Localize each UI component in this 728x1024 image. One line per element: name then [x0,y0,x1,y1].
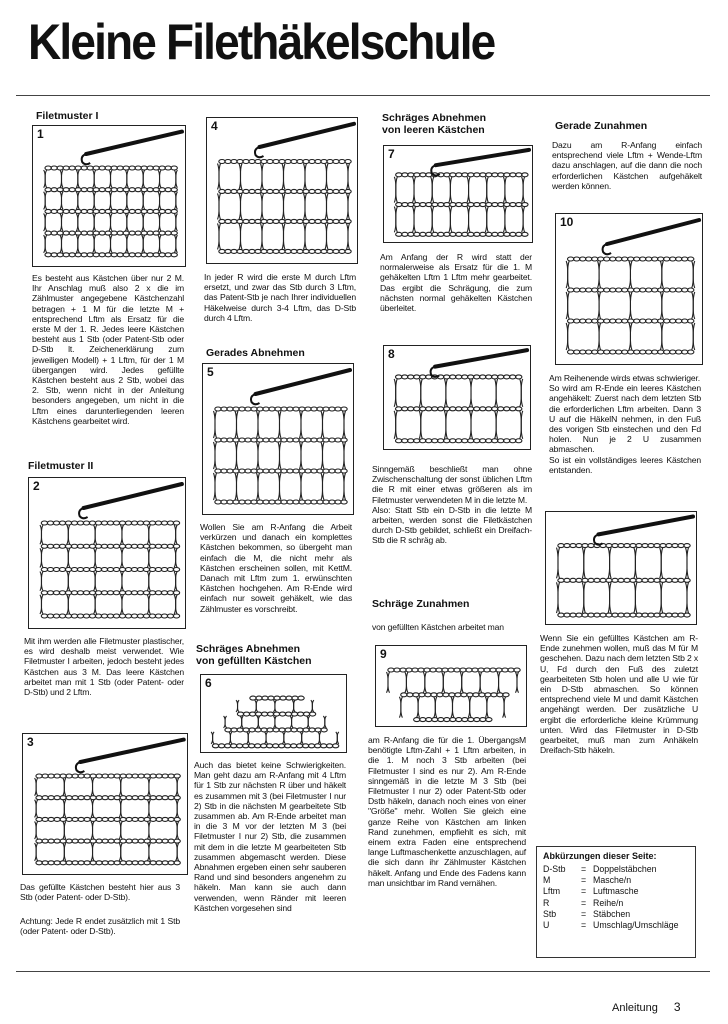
figure-6-crochet-diagram [200,674,347,753]
abbreviation-row: Stb = Stäbchen [543,908,631,919]
abbreviation-key: M [543,875,551,886]
abbreviation-key: U [543,920,550,931]
abbreviation-row: Lftm = Luftmasche [543,886,639,897]
abbreviation-row: R = Reihe/n [543,897,624,908]
abbreviation-key: D-Stb [543,864,566,874]
figure-number: 4 [211,119,218,133]
text-gerades-abnehmen: Wollen Sie am R-Anfang die Arbeit verkürzen und danach ein komplettes Kästchen bekommen, so übergeht man einfach die M, die nicht mehr als Kästchen erscheinen sollen, mit KettM. Danach mit Lftm zum 1. erwünschten Kästchen hochgehen. Am R-Ende wird einfach nur soweit gehäkelt, wie das Zählmuster es vorschreibt. [200,522,352,614]
figure-number: 9 [380,647,387,661]
text-schraege-zunahmen: am R-Anfang die für die 1. ÜbergangsM benötigte Lftm-Zahl + 1 Lftm arbeiten, in die 1. M noch 3 Stb arbeiten (bei Filetmuster I sind es nur 2). Am R-Ende sinngemäß in die letzte M 3 Stb (bei Filetmuster I nur 2) oder Patent-Stb oder Dstb häkeln, danach noch eines von einer "Größe" mehr. Wollen Sie gleich eine ganze Reihe von Kästchen am linken Rand zunehmen, empfiehlt es sich, mit einem extra Faden eine entsprechend lange Luftmaschenkette anzuschlagen, auf die sich dann ihr Zählmuster Kästchen häkelt. Anfang und Ende des Fadens kann man unsichtbar im Rand vernähen. [368,735,526,888]
text-schraeges-abnehmen-gefuellt: Auch das bietet keine Schwierigkeiten. Man geht dazu am R-Anfang mit 4 Lftm für 1 Stb zur nächsten R über und häkelt es zusammen mit 3 (bei Filetmuster I nur 2) Stb in die nächsten M gearbeitete Stb zusammen ab. Am R-Ende arbeitet man in die 3 M vor der letzten M 3 (bei Filetmuster I nur 2) Stb, die zusammen mit dem in die letzte M gearbeiteten Stb zusammen abgemascht werden. Diese Abnahmen ergeben einen sehr sauberen Rand und sind besonders angenehm zu häkeln. Man kann sie auch dann verwenden, wenn Ränder mit leeren Kästchen vorgesehen sind [194,760,346,913]
text-reihenende: Am Reihenende wirds etwas schwieriger. So wird am R-Ende ein leeres Kästchen angehäkelt: Zuerst nach dem letzten Stb die erforderlichen Lftm arbeiten. Dann 3 U auf die HäkelN nehmen, in den Fuß des vorigen Stb einstechen und den Fd holen. Nun je 2 U zusammen abmaschen. So ist ein vollständiges leeres Kästchen entstanden. [549,373,701,475]
figure-2-crochet-diagram [28,477,186,629]
text-gefuelltes-kaestchen-r-ende: Wenn Sie ein gefülltes Kästchen am R-Ende zunehmen wollen, muß das M für M geschehen. Dazu nach dem letzten Stb 2 x U, Fd durch den Fuß des zuletzt gearbeiteten Stb holen und alle U wie für ein D-Stb abmaschen. So können entsprechend viele M und damit Kästchen angehängt werden. Der zusätzliche U ergibt die erforderliche kleine Krümmung unten. Wird das Filetmuster in D-Stb gearbeitet, muß man zum Anhäkeln Dreifach-Stb häkeln. [540,633,698,756]
text-filetmuster-2: Mit ihm werden alle Filetmuster plastischer, es wird deshalb meist verwendet. Wie Filetmuster I arbeiten, jedoch besteht jedes Kästchen aus 3 M. Das leere Kästchen arbeitet man mit 1 Stb (oder Patent- oder D-Stb) und 2 Lftm. [24,636,184,698]
figure-7-crochet-diagram [383,145,533,243]
page-number: 3 [673,1000,681,1014]
text-figure-8: Sinngemäß beschließt man ohne Zwischenschaltung der sonst üblichen Lftm die R mit einer etwas größeren als im Filetmuster verwendeten M in die letzte M. Also: Statt Stb ein D-Stb in die letzte M arbeiten, werden sonst die Filetkästchen durch D-Stb gebildet, schließt ein Dreifach-Stb die R schräg ab. [372,464,532,546]
figure-11-crochet-diagram [545,511,697,625]
heading-filetmuster-2: Filetmuster II [28,460,94,472]
figure-number: 3 [27,735,34,749]
abbreviation-row: D-Stb = Doppelstäbchen [543,864,657,874]
abbreviation-key: Lftm [543,886,561,897]
text-filetmuster-1: Es besteht aus Kästchen über nur 2 M. Ihr Anschlag muß also 2 x die im Zählmuster angegebene Kästchenzahl betragen + 1 M für die letzte M + entsprechend Lftm als Ersatz für die erste M der 1. R. Jedes leere Kästchen besteht aus 1 Stb (oder Patent-Stb oder D-Stb lt. Zeichenerklärung zum jeweiligen Modell) + 1 Lftm, für der 1 M übergangen wird. Jedes gefüllte Kästchen besteht aus 2 Stb, wobei das 2. Stb, wenn nicht in der Anleitung besonders angegeben, um nicht in die Lftm eines darunterliegenden leeren Kästchens gearbeitet wird. [32,273,184,426]
figure-10-crochet-diagram [555,213,703,365]
figure-number: 7 [388,147,395,161]
figure-9-crochet-diagram [375,645,527,727]
abbreviation-key: R [543,897,550,908]
abbreviation-row: M = Masche/n [543,875,632,886]
text-figure-4: In jeder R wird die erste M durch Lftm ersetzt, und zwar das Stb durch 3 Lftm, das Patent-Stb je nach Ihrer individuellen Häkelweise durch 3-4 Lftm, das D-Stb durch 4 Lftm. [204,272,356,323]
figure-number: 6 [205,676,212,690]
text-schraege-zunahmen-intro: von gefüllten Kästchen arbeitet man [372,622,504,632]
abbreviation-value: Masche/n [593,875,632,886]
figure-1-crochet-diagram [32,125,186,267]
abbreviations-box [536,846,696,958]
text-achtung: Achtung: Jede R endet zusätzlich mit 1 Stb (oder Patent- oder D-Stb). [20,916,180,937]
text-gerade-zunahmen: Dazu am R-Anfang einfach entsprechend viele Lftm + Wende-Lftm dazu anschlagen, auf die dann die noch erforderlichen Kästchen aufgehäkelt werden können. [552,140,702,191]
figure-8-crochet-diagram [383,345,531,450]
figure-number: 10 [560,215,574,229]
figure-number: 5 [207,365,214,379]
abbreviation-row: U = Umschlag/Umschläge [543,920,679,931]
heading-filetmuster-1: Filetmuster I [36,110,99,122]
figure-number: 2 [33,479,40,493]
page-footer [612,1000,681,1014]
abbreviation-value: Umschlag/Umschläge [593,920,679,931]
abbreviation-key: Stb [543,908,557,919]
abbreviation-value: Doppelstäbchen [593,864,657,874]
abbreviations-title: Abkürzungen dieser Seite: [543,851,657,861]
abbreviation-value: Luftmasche [593,886,639,897]
figure-3-crochet-diagram [22,733,188,875]
heading-gerade-zunahmen: Gerade Zunahmen [555,120,648,132]
heading-schraege-zunahmen: Schräge Zunahmen [372,598,470,610]
figure-number: 1 [37,127,44,141]
figure-number: 8 [388,347,395,361]
footer-label: Anleitung [612,1002,658,1014]
text-gefuelltes-kaestchen: Das gefüllte Kästchen besteht hier aus 3 Stb (oder Patent- oder D-Stb). [20,882,180,903]
page-title: Kleine Filethäkelschule [28,14,495,70]
figure-4-crochet-diagram [206,117,358,264]
abbreviation-value: Stäbchen [593,908,631,919]
heading-gerades-abnehmen: Gerades Abnehmen [206,347,305,359]
text-schraeges-abnehmen-leer: Am Anfang der R wird statt der normalerweise als Ersatz für die 1. M gehäkelten Lftm 1 Lftm mehr gearbeitet. Das ergibt die Schrägung, die zum nächsten normal gehäkelten Kästchen überleitet. [380,252,532,314]
heading-schraeges-abnehmen-gefuellt: Schräges Abnehmen von gefüllten Kästchen [196,643,312,667]
abbreviation-value: Reihe/n [593,897,624,908]
heading-schraeges-abnehmen-leer: Schräges Abnehmen von leeren Kästchen [382,112,487,136]
figure-5-crochet-diagram [202,363,354,515]
